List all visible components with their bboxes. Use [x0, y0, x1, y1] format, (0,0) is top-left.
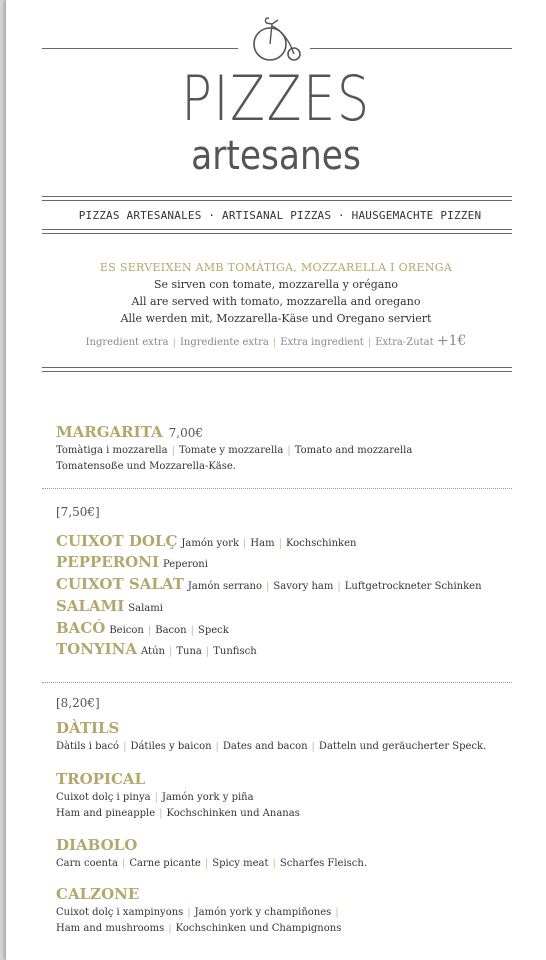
item-name: MARGARITA [56, 423, 163, 441]
extra-price: +1€ [436, 333, 467, 349]
subtitle-rule-bottom [42, 229, 512, 234]
extra-de: Extra-Zutat [375, 337, 434, 348]
extra-ingredient-note: Ingredient extra | Ingrediente extra | Extra ingredient | Extra-Zutat +1€ [85, 333, 467, 349]
section-divider [42, 488, 512, 489]
menu-item-salami: SALAMI Salami [56, 597, 163, 615]
menu-item-margarita: MARGARITA 7,00€ Tomàtiga i mozzarella | Tomate y mozzarella | Tomato and mozzarella Tomatensoße und Mozzarella-Käse. [56, 423, 413, 472]
page-subtitle-script: artesanes [191, 133, 361, 179]
penny-farthing-bicycle-icon [244, 14, 304, 64]
extra-en: Extra ingredient [280, 337, 364, 348]
menu-item-pepperoni: PEPPERONI Peperoni [56, 553, 208, 571]
header-rule-right [310, 48, 512, 49]
served-with-note [6, 259, 546, 327]
extra-es: Ingrediente extra [179, 337, 269, 348]
served-es: Se sirven con tomate, mozzarella y orégano [153, 278, 399, 291]
served-ca: ES SERVEIXEN AMB TOMÀTIGA, MOZZARELLA I ORENGA [99, 261, 453, 274]
extra-ca: Ingredient extra [85, 337, 169, 348]
item-price: 7,00€ [168, 426, 203, 440]
section-price-750: [7,50€] [56, 505, 100, 519]
served-de: Alle werden mit, Mozzarella-Käse und Oregano serviert [120, 312, 432, 325]
menu-item-calzone: CALZONE Cuixot dolç i xampinyons | Jamón york y champiñones | Ham and mushrooms | Kochschinken und Champignons [56, 885, 342, 934]
languages-subtitle: PIZZAS ARTESANALES · ARTISANAL PIZZAS · HAUSGEMACHTE PIZZEN [78, 209, 482, 222]
menu-item-baco: BACÓ Beicon | Bacon | Speck [56, 619, 229, 637]
menu-item-diabolo: DIABOLO Carn coenta | Carne picante | Spicy meat | Scharfes Fleisch. [56, 836, 368, 869]
subtitle-rule-top [42, 196, 512, 201]
page-title: PIZZES [181, 62, 371, 135]
served-en: All are served with tomato, mozzarella and oregano [131, 295, 421, 308]
menu-page [6, 0, 546, 960]
header-rule-left [42, 48, 238, 49]
menu-item-datils: DÀTILS Dàtils i bacó | Dátiles y baicon | Dates and bacon | Datteln und geräucherter Speck. [56, 719, 487, 752]
section-price-820: [8,20€] [56, 696, 100, 710]
menu-item-tonyina: TONYINA Atún | Tuna | Tunfisch [56, 640, 257, 658]
menu-item-tropical: TROPICAL Cuixot dolç i pinya | Jamón york y piña Ham and pineapple | Kochschinken und Ananas [56, 770, 300, 819]
menu-item-cuixot-salat: CUIXOT SALAT Jamón serrano | Savory ham | Luftgetrockneter Schinken [56, 575, 482, 593]
section-divider [42, 682, 512, 683]
header-rule-end [42, 367, 512, 372]
menu-item-cuixot-dolc: CUIXOT DOLÇ Jamón york | Ham | Kochschinken [56, 532, 357, 550]
